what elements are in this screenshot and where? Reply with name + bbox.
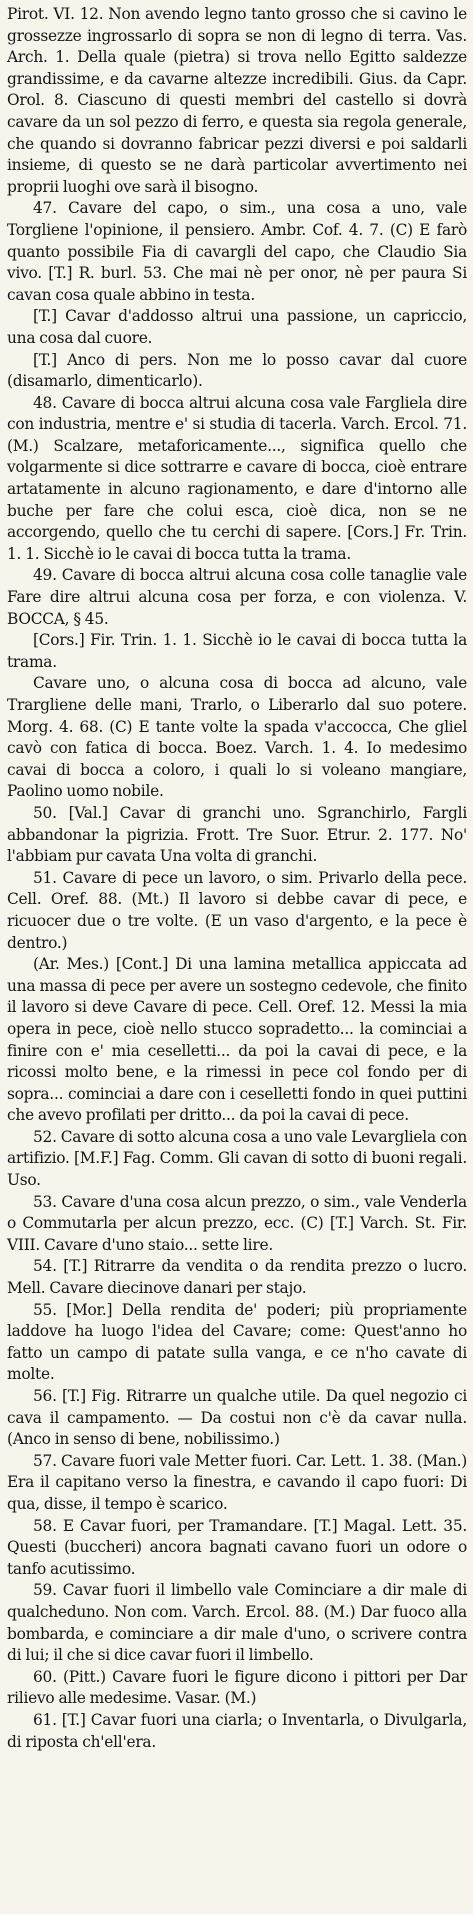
entry-56: 56. [T.] Fig. Ritrarre un qualche utile. Da quel negozio ci cava il campamento. — Da costui non c'è da cavar nulla. (Anco in senso di bene, nobilissimo.) <box>7 1387 467 1449</box>
entry-47-note-pers: [T.] Anco di pers. Non me lo posso cavar dal cuore (disamarlo, dimenticarlo). <box>7 350 467 391</box>
entry-49-note-cors: [Cors.] Fir. Trin. 1. 1. Sicchè io le cavai di bocca tutta la trama. <box>7 631 467 671</box>
entry-61: 61. [T.] Cavar fuori una ciarla; o Inventarla, o Divulgarla, di riposta ch'ell'era. <box>7 1710 467 1751</box>
entry-51: 51. Cavare di pece un lavoro, o sim. Privarlo della pece. Cell. Oref. 88. (Mt.) Il lavoro si debbe cavar di pece, e ricuocer due o tre volte. (E un vaso d'argento, e la pece è dentro.) <box>7 868 467 952</box>
entry-49: 49. Cavare di bocca altrui alcuna cosa colle tanaglie vale Fare dire altrui alcuna cosa per forza, e con violenza. V. BOCCA, § 45. <box>7 566 467 628</box>
entry-continuation: Pirot. VI. 12. Non avendo legno tanto grosso che si cavino le grossezze ingrossarlo di sopra se non di legno di terra. Vas. Arch. 1. Della quale (pietra) si trova nello Egitto saldezze grandissime, e da cavarne altezze incredibili. Gius. da Capr. Orol. 8. Ciascuno di questi membri del castello si dovrà cavare da un sol pezzo di ferro, e questa sia regola generale, che quando si dovranno fabricar pezzi diversi e poi saldarli insieme, di questo se ne darà particolar avvertimento nei proprii luoghi ove sarà il bisogno. <box>7 5 467 196</box>
entry-47: 47. Cavare del capo, o sim., una cosa a uno, vale Torgliene l'opinione, il pensiero. Ambr. Cof. 4. 7. (C) E farò quanto possibile Fia di cavargli del capo, che Claudio Sia vivo. [T.] R. burl. 53. Che mai nè per onor, nè per paura Si cavan cosa quale abbino in testa. <box>7 199 467 304</box>
entry-50: 50. [Val.] Cavar di granchi uno. Sgranchirlo, Fargli abbandonar la pigrizia. Frott. Tre Suor. Etrur. 2. 177. No' l'abbiam pur cavata Una volta di granchi. <box>7 803 467 866</box>
entry-52: 52. Cavare di sotto alcuna cosa a uno vale Levargliela con artifizio. [M.F.] Fag. Comm. Gli cavan di sotto di buoni regali. Uso. <box>7 1127 467 1190</box>
entry-48: 48. Cavare di bocca altrui alcuna cosa vale Fargliela dire con industria, mentre e' si studia di tacerla. Varch. Ercol. 71. (M.) Scalzare, metaforicamente..., significa quello che volgarmente si dice sottrarre e cavare di bocca, cioè entrare artatamente in alcuno ragionamento, e dare d'intorno alle buche per fare che colui esca, cioè dica, non se ne accorgendo, quello che tu cerchi di sapere. [Cors.] Fr. Trin. 1. 1. Sicchè io le cavai di bocca tutta la trama. <box>7 393 467 563</box>
entry-54: 54. [T.] Ritrarre da vendita o da rendita prezzo o lucro. Mell. Cavare diecinove danari per stajo. <box>7 1257 467 1298</box>
entry-55: 55. [Mor.] Della rendita de' poderi; più propriamente laddove ha luogo l'idea del Cavare; come: Quest'anno ho fatto un campo di patate sulla vanga, e ce n'ho cavate di molte. <box>7 1300 467 1384</box>
entry-47-note-passione: [T.] Cavar d'addosso altrui una passione, un capriccio, una cosa dal cuore. <box>7 307 467 347</box>
entry-60: 60. (Pitt.) Cavare fuori le figure dicono i pittori per Dar rilievo alle medesime. Vasar. (M.) <box>7 1667 467 1708</box>
entry-51-note-mes: (Ar. Mes.) [Cont.] Di una lamina metallica appiccata ad una massa di pece per avere un sostegno cedevole, che finito il lavoro si deve Cavare di pece. Cell. Oref. 12. Messi la mia opera in pece, cioè nello stucco sopradetto... la cominciai a finire con e' mia ceselletti... da poi la cavai di pece, e la ricossi molto bene, e la rimessi in pece col fondo per di sopra... cominciai a dare con i ceselletti fondo in quei puttini che avevo profilati per dritto... da poi la cavai di pece. <box>7 955 467 1125</box>
entry-49-cavare-uno: Cavare uno, o alcuna cosa di bocca ad alcuno, vale Trargliene delle mani, Trarlo, o Liberarlo dal suo potere. Morg. 4. 68. (C) E tante volte la spada v'accocca, Che gliel cavò con fatica di bocca. Boez. Varch. 1. 4. Io medesimo cavai di bocca a coloro, i quali lo si voleano mangiare, Paolino uomo nobile. <box>7 674 467 801</box>
entry-53: 53. Cavare d'una cosa alcun prezzo, o sim., vale Venderla o Commutarla per alcun prezzo, ecc. (C) [T.] Varch. St. Fir. VIII. Cavare d'uno staio... sette lire. <box>7 1192 467 1254</box>
entry-59: 59. Cavar fuori il limbello vale Cominciare a dir male di qualcheduno. Non com. Varch. Ercol. 88. (M.) Dar fuoco alla bombarda, e cominciare a dir male d'uno, o scrivere contra di lui; il che si dice cavar fuori il limbello. <box>7 1581 467 1665</box>
entry-57: 57. Cavare fuori vale Metter fuori. Car. Lett. 1. 38. (Man.) Era il capitano verso la finestra, e cavando il capo fuori: Di qua, disse, il tempo è scarico. <box>7 1451 467 1513</box>
entry-58: 58. E Cavar fuori, per Tramandare. [T.] Magal. Lett. 35. Questi (buccheri) ancora bagnati cavano fuori un odore o tanfo acutissimo. <box>7 1516 467 1578</box>
